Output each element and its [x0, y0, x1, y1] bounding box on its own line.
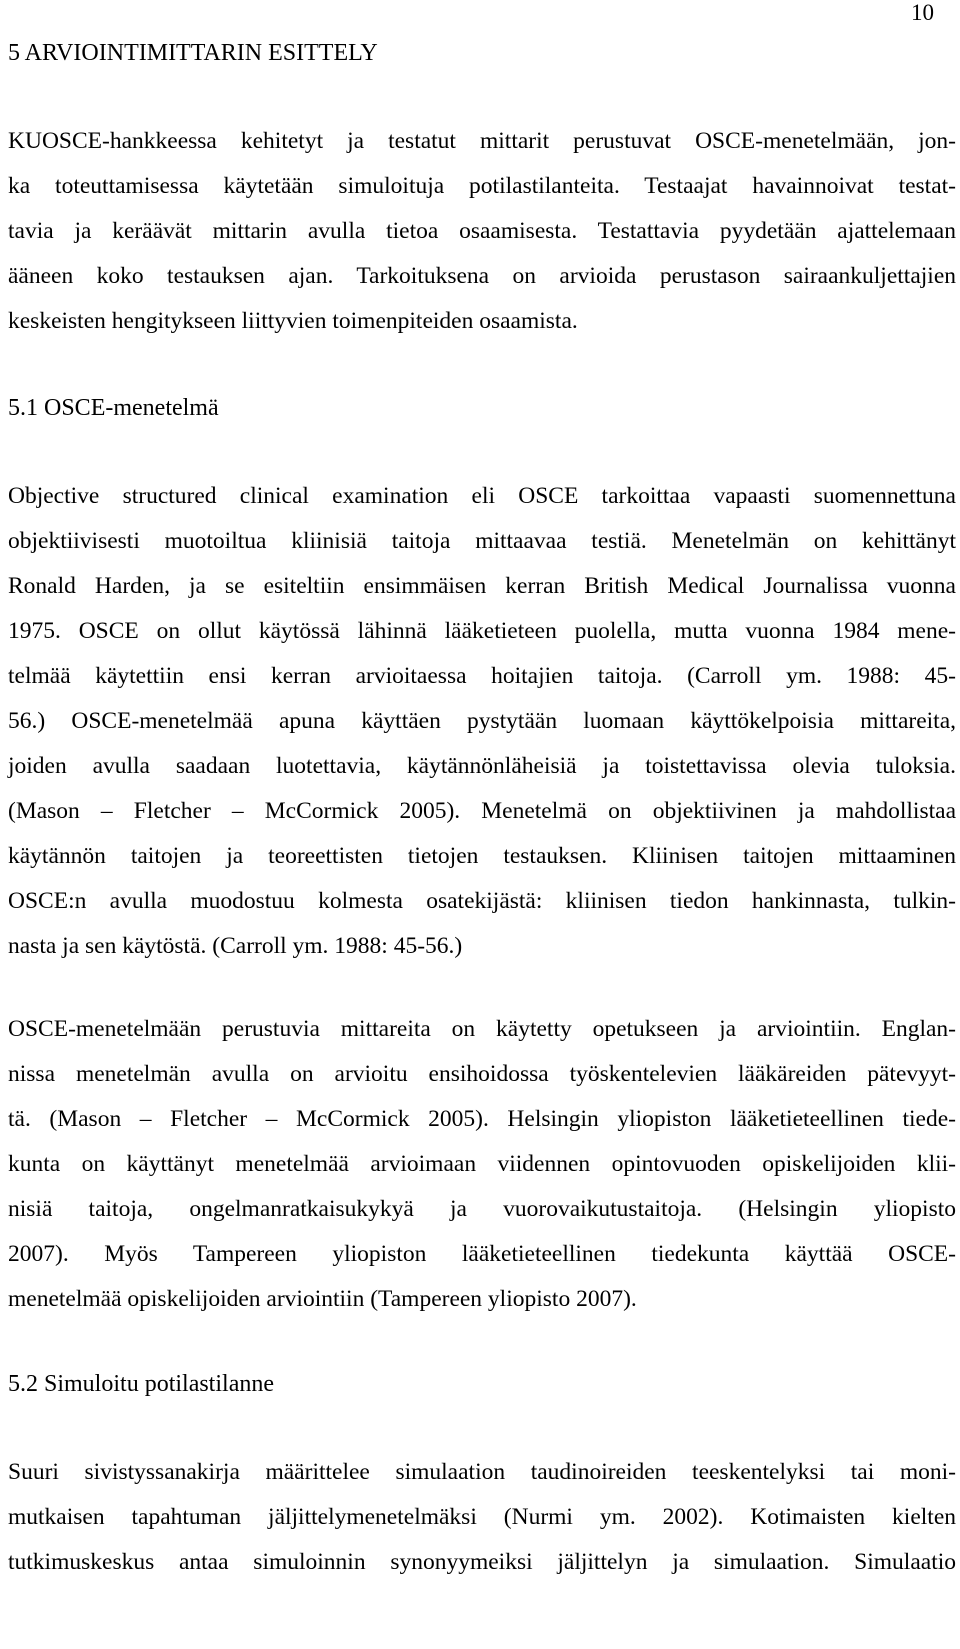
text-line: Suuri sivistyssanakirja määrittelee simulaation taudinoireiden teeskentelyksi tai moni- — [8, 1459, 956, 1485]
text-line: joiden avulla saadaan luotettavia, käytännönläheisiä ja toistettavissa olevia tuloksia. — [8, 753, 956, 779]
text-line: Objective structured clinical examination eli OSCE tarkoittaa vapaasti suomennettuna — [8, 483, 956, 509]
text-line: 56.) OSCE-menetelmää apuna käyttäen pystytään luomaan käyttökelpoisia mittareita, — [8, 708, 956, 734]
text-line: mutkaisen tapahtuman jäljittelymenetelmäksi (Nurmi ym. 2002). Kotimaisten kielten — [8, 1504, 956, 1530]
text-line: OSCE-menetelmään perustuvia mittareita on käytetty opetukseen ja arviointiin. Englan- — [8, 1016, 956, 1042]
paragraph — [8, 1014, 956, 1329]
text-line: objektiivisesti muotoiltua kliinisiä taitoja mittaavaa testiä. Menetelmän on kehittänyt — [8, 528, 956, 554]
text-line: 1975. OSCE on ollut käytössä lähinnä lääketieteen puolella, mutta vuonna 1984 mene- — [8, 618, 956, 644]
text-line: Ronald Harden, ja se esiteltiin ensimmäisen kerran British Medical Journalissa vuonna — [8, 573, 956, 599]
text-line: menetelmää opiskelijoiden arviointiin (Tampereen yliopisto 2007). — [8, 1286, 637, 1312]
text-line: nasta ja sen käytöstä. (Carroll ym. 1988: 45-56.) — [8, 933, 463, 959]
text-line: kunta on käyttänyt menetelmää arvioimaan viidennen opintovuoden opiskelijoiden klii- — [8, 1151, 956, 1177]
text-line: keskeisten hengitykseen liittyvien toimenpiteiden osaamista. — [8, 308, 578, 334]
section-heading: 5 ARVIOINTIMITTARIN ESITTELY — [8, 40, 378, 66]
text-line: nisiä taitoja, ongelmanratkaisukykyä ja vuorovaikutustaitoja. (Helsingin yliopisto — [8, 1196, 956, 1222]
text-line: tutkimuskeskus antaa simuloinnin synonyymeiksi jäljittelyn ja simulaation. Simulaatio — [8, 1549, 956, 1575]
text-line: nissa menetelmän avulla on arvioitu ensihoidossa työskentelevien lääkäreiden pätevyyt- — [8, 1061, 956, 1087]
text-line: telmää käytettiin ensi kerran arvioitaessa hoitajien taitoja. (Carroll ym. 1988: 45- — [8, 663, 956, 689]
section-heading: 5.1 OSCE-menetelmä — [8, 395, 219, 421]
section-heading: 5.2 Simuloitu potilastilanne — [8, 1371, 274, 1397]
text-line: ääneen koko testauksen ajan. Tarkoituksena on arvioida perustason sairaankuljettajien — [8, 263, 956, 289]
text-line: OSCE:n avulla muodostuu kolmesta osatekijästä: kliinisen tiedon hankinnasta, tulkin- — [8, 888, 956, 914]
text-line: tä. (Mason – Fletcher – McCormick 2005). Helsingin yliopiston lääketieteellinen tiede- — [8, 1106, 956, 1132]
text-line: 2007). Myös Tampereen yliopiston lääketieteellinen tiedekunta käyttää OSCE- — [8, 1241, 956, 1267]
paragraph — [8, 481, 956, 976]
text-line: KUOSCE-hankkeessa kehitetyt ja testatut mittarit perustuvat OSCE-menetelmään, jon- — [8, 128, 956, 154]
text-line: ka toteuttamisessa käytetään simuloituja potilastilanteita. Testaajat havainnoivat testat- — [8, 173, 956, 199]
text-line: (Mason – Fletcher – McCormick 2005). Menetelmä on objektiivinen ja mahdollistaa — [8, 798, 956, 824]
paragraph — [8, 1457, 956, 1592]
text-line: käytännön taitojen ja teoreettisten tietojen testauksen. Kliinisen taitojen mittaaminen — [8, 843, 956, 869]
page-number: 10 — [911, 0, 934, 25]
text-line: tavia ja keräävät mittarin avulla tietoa osaamisesta. Testattavia pyydetään ajattelemaan — [8, 218, 956, 244]
paragraph — [8, 126, 956, 351]
